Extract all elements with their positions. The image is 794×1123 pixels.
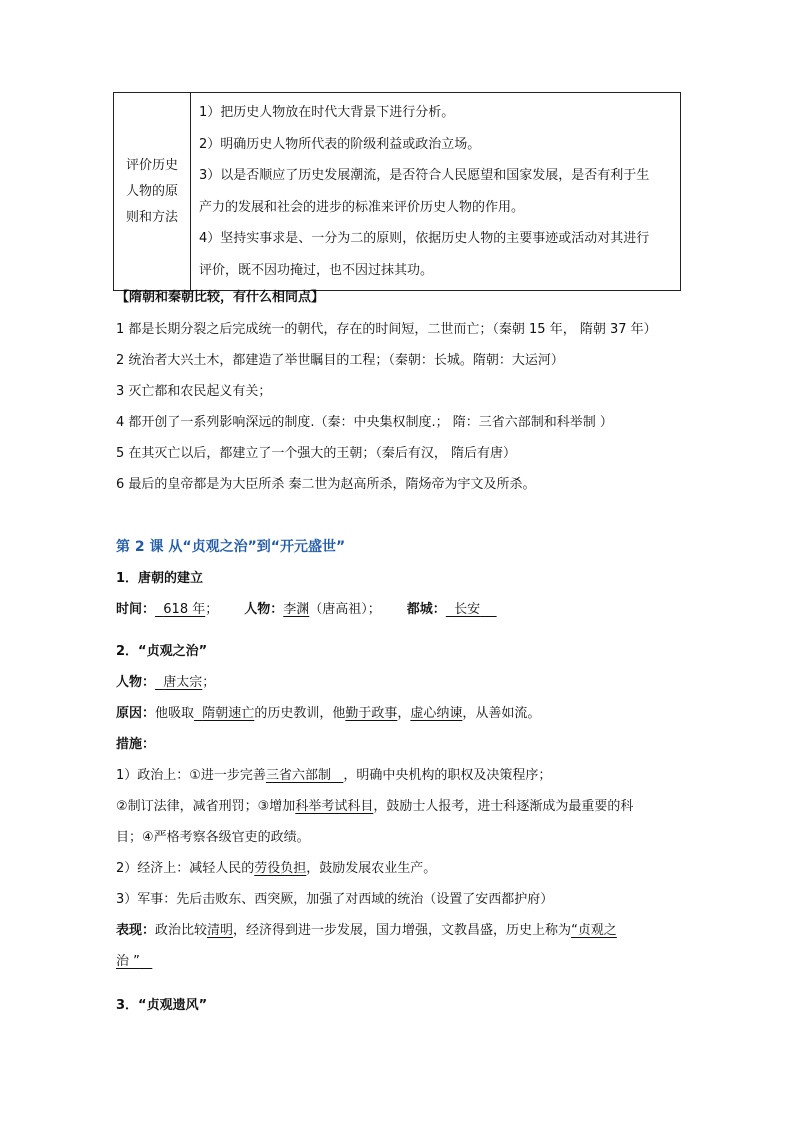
person-label: 人物： [116, 675, 156, 690]
measures-label: 措施： [116, 737, 156, 752]
comparison-item: 1 都是长期分裂之后完成统一的朝代，存在的时间短，二世而亡；（秦朝 15 年， 隋朝 37 年） [116, 322, 657, 337]
comparison-item: 5 在其灭亡以后，都建立了一个强大的王朝；（秦后有汉， 隋后有唐） [116, 446, 517, 461]
label-line: 人物的原 [125, 183, 178, 199]
performance-text: ，经济得到进一步发展，国力增强，文教昌盛，历史上称为 [233, 923, 572, 938]
section-heading: 3．“贞观遗风” [116, 998, 208, 1013]
lesson-title: 第 2 课 从“贞观之治”到“开元盛世” [116, 539, 346, 555]
capital-label: 都城： [406, 602, 446, 617]
reason-underline: 虚心纳谏 [410, 706, 463, 721]
measure-text: ②制订法律，减省刑罚；③增加 [116, 799, 296, 814]
comparison-item: 6 最后的皇帝都是为大臣所杀 秦二世为赵高所杀，隋炀帝为宇文及所杀。 [116, 477, 536, 492]
reason-label: 原因： [116, 706, 156, 721]
comparison-item: 2 统治者大兴土木，都建造了举世瞩目的工程；（秦朝：长城。隋朝：大运河） [116, 353, 564, 368]
time-value-text: 618 年 [163, 602, 206, 617]
content-line: 1）把历史人物放在时代大背景下进行分析。 [199, 105, 455, 120]
measure-text: 1）政治上：①进一步完善 [116, 768, 266, 783]
person-value [155, 675, 202, 690]
measure-line [116, 795, 633, 814]
measure-underline: 科举考试科目 [295, 799, 374, 814]
person-label: 人物： [244, 602, 284, 617]
measure-text: ，鼓励发展农业生产。 [306, 861, 437, 876]
reason-text: 的历史教训，他 [254, 706, 346, 721]
reason-underline: 勤于政事 [345, 706, 398, 721]
comparison-item: 4 都开创了一系列影响深远的制度.（秦：中央集权制度.； 隋：三省六部制和科举制 ） [116, 415, 613, 430]
content-line: 4）坚持实事求是、一分为二的原则，依据历史人物的主要事迹或活动对其进行 [199, 231, 650, 246]
measure-line [116, 857, 436, 876]
capital-value [446, 602, 497, 617]
reason-underline [194, 706, 254, 721]
table-content-cell [191, 93, 681, 291]
principles-table [113, 92, 681, 291]
reason-text: ， [397, 706, 411, 721]
punctuation: ； [202, 675, 216, 690]
section-heading: 2．“贞观之治” [116, 644, 208, 659]
person-value-text: 唐太宗 [163, 675, 203, 690]
measure-underline-text: 三省六部制 [265, 768, 331, 783]
reason-underline-text: 隋朝速亡 [202, 706, 255, 721]
measure-text: ，鼓励士人报考，进士科逐渐成为最重要的科 [373, 799, 634, 814]
performance-underline: “贞观之 [571, 923, 617, 938]
label-line: 则和方法 [125, 209, 178, 225]
measure-line: 3）军事：先后击败东、西突厥，加强了对西域的统治（设置了安西都护府） [116, 892, 554, 907]
zhenguan-person-line [116, 671, 215, 690]
content-line: 3）以是否顺应了历史发展潮流，是否符合人民愿望和国家发展，是否有利于生 [199, 168, 650, 183]
time-value [155, 602, 205, 617]
measure-text: ，明确中央机构的职权及决策程序； [343, 768, 552, 783]
person-value: 李渊 [283, 602, 310, 617]
measure-underline: 劳役负担 [254, 861, 307, 876]
table-row [114, 93, 681, 291]
content-line: 2）明确历史人物所代表的阶级利益或政治立场。 [199, 136, 481, 152]
content-line: 产力的发展和社会的进步的标准来评价历史人物的作用。 [199, 199, 525, 215]
content-line: 评价，既不因功掩过，也不因过抹其功。 [199, 262, 434, 278]
label-line: 评价历史 [125, 157, 178, 173]
capital-value-text: 长安 [454, 602, 481, 617]
performance-line-cont [116, 950, 152, 969]
performance-text: 政治比较 [155, 923, 208, 938]
separator: ； [205, 602, 219, 617]
measure-line: 目；④严格考察各级官吏的政绩。 [116, 830, 310, 845]
table-label-cell [114, 93, 191, 291]
performance-underline [116, 954, 152, 969]
founding-line [116, 598, 497, 617]
comparison-heading: 【隋朝和秦朝比较，有什么相同点】 [116, 290, 325, 305]
time-label: 时间： [116, 602, 156, 617]
section-heading: 1．唐朝的建立 [116, 571, 204, 586]
measure-text: 2）经济上：减轻人民的 [116, 861, 255, 876]
reason-text: 他吸取 [155, 706, 195, 721]
performance-label: 表现： [116, 923, 156, 938]
person-note: （唐高祖）； [309, 602, 381, 617]
comparison-item: 3 灭亡都和农民起义有关； [116, 384, 272, 399]
reason-line [116, 702, 540, 721]
measure-line [116, 764, 551, 783]
reason-text: ，从善如流。 [462, 706, 541, 721]
performance-underline-text: 治 ” [116, 954, 140, 969]
measure-underline [266, 768, 343, 783]
performance-underline: 清明 [207, 923, 234, 938]
performance-line [116, 919, 617, 938]
